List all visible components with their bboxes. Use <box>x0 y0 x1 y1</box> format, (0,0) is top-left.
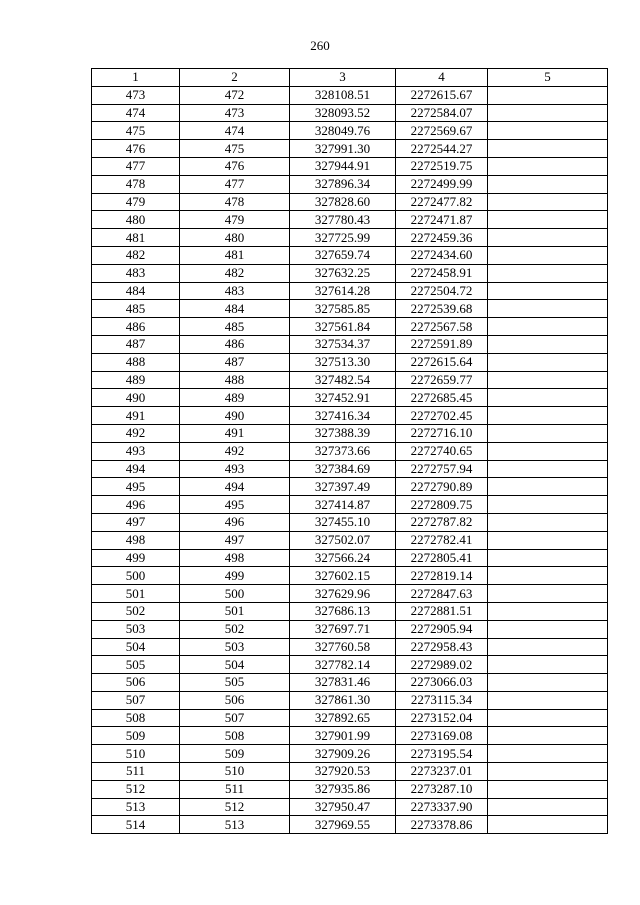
table-cell-col-3: 327602.15 <box>290 567 396 585</box>
table-cell-col-4: 2272544.27 <box>396 140 488 158</box>
table-cell-col-4: 2272477.82 <box>396 193 488 211</box>
table-cell-col-1: 509 <box>92 727 180 745</box>
table-cell-col-4: 2272519.75 <box>396 157 488 175</box>
table-cell-col-3: 327534.37 <box>290 335 396 353</box>
table-cell-col-4: 2272591.89 <box>396 335 488 353</box>
page-number: 260 <box>310 38 330 53</box>
table-cell-col-5 <box>488 193 608 211</box>
table-cell-col-2: 510 <box>180 763 290 781</box>
table-row <box>92 424 608 442</box>
table-cell-col-1: 495 <box>92 478 180 496</box>
table-row <box>92 282 608 300</box>
table-cell-col-2: 501 <box>180 602 290 620</box>
table-cell-col-3: 328108.51 <box>290 86 396 104</box>
table-cell-col-5 <box>488 478 608 496</box>
table-cell-col-3: 327513.30 <box>290 353 396 371</box>
table-cell-col-3: 327659.74 <box>290 246 396 264</box>
table-cell-col-1: 491 <box>92 407 180 425</box>
table-cell-col-4: 2273066.03 <box>396 674 488 692</box>
table-cell-col-2: 512 <box>180 798 290 816</box>
table-cell-col-4: 2272539.68 <box>396 300 488 318</box>
table-cell-col-3: 327909.26 <box>290 745 396 763</box>
table-cell-col-4: 2273115.34 <box>396 691 488 709</box>
table-cell-col-2: 504 <box>180 656 290 674</box>
table-cell-col-5 <box>488 140 608 158</box>
table-cell-col-3: 327629.96 <box>290 585 396 603</box>
table-cell-col-3: 327782.14 <box>290 656 396 674</box>
table-cell-col-3: 327920.53 <box>290 763 396 781</box>
table-cell-col-2: 502 <box>180 620 290 638</box>
table-cell-col-3: 327566.24 <box>290 549 396 567</box>
table-cell-col-3: 327969.55 <box>290 816 396 834</box>
table-cell-col-4: 2273169.08 <box>396 727 488 745</box>
table-cell-col-4: 2272805.41 <box>396 549 488 567</box>
table-row <box>92 727 608 745</box>
table-cell-col-5 <box>488 353 608 371</box>
table-cell-col-1: 489 <box>92 371 180 389</box>
table-cell-col-1: 477 <box>92 157 180 175</box>
table-cell-col-1: 484 <box>92 282 180 300</box>
table-cell-col-1: 494 <box>92 460 180 478</box>
table-cell-col-2: 484 <box>180 300 290 318</box>
table-cell-col-4: 2272459.36 <box>396 229 488 247</box>
table-cell-col-3: 327686.13 <box>290 602 396 620</box>
table-cell-col-4: 2272504.72 <box>396 282 488 300</box>
table-row <box>92 86 608 104</box>
table-cell-col-3: 327828.60 <box>290 193 396 211</box>
table-row <box>92 478 608 496</box>
table-cell-col-2: 509 <box>180 745 290 763</box>
table-cell-col-5 <box>488 157 608 175</box>
table-cell-col-3: 327861.30 <box>290 691 396 709</box>
table-row <box>92 175 608 193</box>
table-cell-col-2: 490 <box>180 407 290 425</box>
table-cell-col-4: 2272809.75 <box>396 496 488 514</box>
table-cell-col-2: 486 <box>180 335 290 353</box>
table-cell-col-1: 480 <box>92 211 180 229</box>
table-cell-col-1: 475 <box>92 122 180 140</box>
table-cell-col-5 <box>488 620 608 638</box>
table-cell-col-3: 328093.52 <box>290 104 396 122</box>
table-cell-col-1: 496 <box>92 496 180 514</box>
table-cell-col-3: 327482.54 <box>290 371 396 389</box>
table-cell-col-2: 499 <box>180 567 290 585</box>
table-cell-col-2: 480 <box>180 229 290 247</box>
table-cell-col-1: 508 <box>92 709 180 727</box>
table-cell-col-3: 327697.71 <box>290 620 396 638</box>
table-cell-col-1: 485 <box>92 300 180 318</box>
table-body <box>92 86 608 833</box>
table-cell-col-3: 327452.91 <box>290 389 396 407</box>
column-header-5: 5 <box>488 69 608 87</box>
table-cell-col-1: 478 <box>92 175 180 193</box>
table-cell-col-3: 327585.85 <box>290 300 396 318</box>
table-cell-col-5 <box>488 175 608 193</box>
table-cell-col-2: 493 <box>180 460 290 478</box>
table-cell-col-5 <box>488 656 608 674</box>
table-cell-col-2: 498 <box>180 549 290 567</box>
table-cell-col-4: 2272659.77 <box>396 371 488 389</box>
table-cell-col-2: 495 <box>180 496 290 514</box>
table-cell-col-4: 2272458.91 <box>396 264 488 282</box>
table-row <box>92 638 608 656</box>
coordinates-table <box>91 68 608 834</box>
table-cell-col-2: 478 <box>180 193 290 211</box>
table-cell-col-1: 514 <box>92 816 180 834</box>
table-cell-col-3: 327935.86 <box>290 780 396 798</box>
table-cell-col-1: 493 <box>92 442 180 460</box>
table-cell-col-3: 327831.46 <box>290 674 396 692</box>
table-cell-col-1: 501 <box>92 585 180 603</box>
table-cell-col-5 <box>488 371 608 389</box>
table-cell-col-5 <box>488 424 608 442</box>
table-cell-col-2: 477 <box>180 175 290 193</box>
table-cell-col-3: 327561.84 <box>290 318 396 336</box>
table-cell-col-2: 508 <box>180 727 290 745</box>
table-cell-col-1: 476 <box>92 140 180 158</box>
table-cell-col-4: 2273287.10 <box>396 780 488 798</box>
table-cell-col-2: 482 <box>180 264 290 282</box>
table-cell-col-4: 2273195.54 <box>396 745 488 763</box>
table-cell-col-2: 475 <box>180 140 290 158</box>
table-row <box>92 335 608 353</box>
table-cell-col-2: 503 <box>180 638 290 656</box>
table-row <box>92 745 608 763</box>
table-cell-col-5 <box>488 780 608 798</box>
table-cell-col-5 <box>488 531 608 549</box>
table-cell-col-1: 479 <box>92 193 180 211</box>
table-cell-col-2: 492 <box>180 442 290 460</box>
table-cell-col-2: 500 <box>180 585 290 603</box>
table-row <box>92 389 608 407</box>
table-row <box>92 193 608 211</box>
table-cell-col-1: 481 <box>92 229 180 247</box>
table-row <box>92 620 608 638</box>
table-row <box>92 264 608 282</box>
table-cell-col-2: 472 <box>180 86 290 104</box>
table-row <box>92 442 608 460</box>
table-cell-col-2: 497 <box>180 531 290 549</box>
table-cell-col-4: 2272471.87 <box>396 211 488 229</box>
table-row <box>92 549 608 567</box>
table-cell-col-2: 474 <box>180 122 290 140</box>
table-cell-col-1: 499 <box>92 549 180 567</box>
table-cell-col-1: 505 <box>92 656 180 674</box>
table-row <box>92 691 608 709</box>
table-cell-col-4: 2272434.60 <box>396 246 488 264</box>
table-cell-col-3: 327760.58 <box>290 638 396 656</box>
table-cell-col-5 <box>488 211 608 229</box>
table-cell-col-1: 497 <box>92 513 180 531</box>
table-cell-col-4: 2272819.14 <box>396 567 488 585</box>
table-cell-col-3: 327384.69 <box>290 460 396 478</box>
table-cell-col-4: 2272989.02 <box>396 656 488 674</box>
table-cell-col-5 <box>488 763 608 781</box>
header-row <box>92 69 608 87</box>
table-cell-col-5 <box>488 460 608 478</box>
table-cell-col-3: 327416.34 <box>290 407 396 425</box>
table-cell-col-2: 513 <box>180 816 290 834</box>
table-cell-col-5 <box>488 674 608 692</box>
table-row <box>92 709 608 727</box>
table-cell-col-3: 327632.25 <box>290 264 396 282</box>
table-row <box>92 300 608 318</box>
table-cell-col-1: 482 <box>92 246 180 264</box>
table-cell-col-1: 498 <box>92 531 180 549</box>
table-cell-col-5 <box>488 496 608 514</box>
table-cell-col-1: 488 <box>92 353 180 371</box>
table-row <box>92 763 608 781</box>
table-row <box>92 798 608 816</box>
table-cell-col-1: 503 <box>92 620 180 638</box>
table-row <box>92 780 608 798</box>
table-cell-col-3: 327397.49 <box>290 478 396 496</box>
table-cell-col-5 <box>488 104 608 122</box>
table-cell-col-5 <box>488 727 608 745</box>
table-cell-col-5 <box>488 513 608 531</box>
table-row <box>92 122 608 140</box>
table-cell-col-1: 504 <box>92 638 180 656</box>
table-cell-col-4: 2272569.67 <box>396 122 488 140</box>
table-cell-col-2: 488 <box>180 371 290 389</box>
table-cell-col-2: 507 <box>180 709 290 727</box>
table-cell-col-4: 2272615.64 <box>396 353 488 371</box>
table-cell-col-3: 327414.87 <box>290 496 396 514</box>
table-cell-col-2: 494 <box>180 478 290 496</box>
table-cell-col-5 <box>488 442 608 460</box>
table-cell-col-1: 486 <box>92 318 180 336</box>
table-cell-col-3: 327991.30 <box>290 140 396 158</box>
table-cell-col-1: 510 <box>92 745 180 763</box>
table-cell-col-4: 2273378.86 <box>396 816 488 834</box>
table-cell-col-1: 507 <box>92 691 180 709</box>
table-cell-col-4: 2272716.10 <box>396 424 488 442</box>
table-row <box>92 211 608 229</box>
table-cell-col-1: 506 <box>92 674 180 692</box>
table-row <box>92 496 608 514</box>
table-cell-col-3: 327502.07 <box>290 531 396 549</box>
table-cell-col-4: 2272567.58 <box>396 318 488 336</box>
table-cell-col-4: 2272790.89 <box>396 478 488 496</box>
table-cell-col-4: 2272499.99 <box>396 175 488 193</box>
table-cell-col-3: 327901.99 <box>290 727 396 745</box>
column-header-1: 1 <box>92 69 180 87</box>
table-row <box>92 531 608 549</box>
table-cell-col-2: 496 <box>180 513 290 531</box>
table-cell-col-1: 474 <box>92 104 180 122</box>
table-row <box>92 460 608 478</box>
table-row <box>92 656 608 674</box>
table-cell-col-1: 502 <box>92 602 180 620</box>
table-cell-col-2: 483 <box>180 282 290 300</box>
table-cell-col-4: 2273237.01 <box>396 763 488 781</box>
table-cell-col-3: 327780.43 <box>290 211 396 229</box>
table-row <box>92 816 608 834</box>
table-cell-col-2: 489 <box>180 389 290 407</box>
table-cell-col-2: 476 <box>180 157 290 175</box>
table-cell-col-1: 511 <box>92 763 180 781</box>
table-cell-col-5 <box>488 638 608 656</box>
table-cell-col-2: 473 <box>180 104 290 122</box>
table-cell-col-3: 327944.91 <box>290 157 396 175</box>
table-cell-col-5 <box>488 86 608 104</box>
table-cell-col-1: 490 <box>92 389 180 407</box>
table-row <box>92 602 608 620</box>
table-row <box>92 246 608 264</box>
table-cell-col-4: 2273337.90 <box>396 798 488 816</box>
table-cell-col-1: 487 <box>92 335 180 353</box>
table-cell-col-5 <box>488 300 608 318</box>
table-cell-col-2: 487 <box>180 353 290 371</box>
table-cell-col-2: 511 <box>180 780 290 798</box>
table-row <box>92 674 608 692</box>
table-row <box>92 353 608 371</box>
table-cell-col-4: 2272958.43 <box>396 638 488 656</box>
table-cell-col-5 <box>488 567 608 585</box>
table-cell-col-5 <box>488 389 608 407</box>
table-cell-col-5 <box>488 229 608 247</box>
table-cell-col-2: 491 <box>180 424 290 442</box>
table-row <box>92 371 608 389</box>
table-cell-col-5 <box>488 745 608 763</box>
table-cell-col-3: 327950.47 <box>290 798 396 816</box>
table-cell-col-4: 2272881.51 <box>396 602 488 620</box>
table-cell-col-4: 2272702.45 <box>396 407 488 425</box>
table-cell-col-3: 327388.39 <box>290 424 396 442</box>
table-cell-col-2: 505 <box>180 674 290 692</box>
table-cell-col-5 <box>488 122 608 140</box>
table-cell-col-3: 327896.34 <box>290 175 396 193</box>
table-cell-col-4: 2272787.82 <box>396 513 488 531</box>
table-cell-col-5 <box>488 549 608 567</box>
column-header-3: 3 <box>290 69 396 87</box>
table-cell-col-4: 2272757.94 <box>396 460 488 478</box>
table-cell-col-5 <box>488 585 608 603</box>
table-row <box>92 513 608 531</box>
table-cell-col-1: 483 <box>92 264 180 282</box>
table-cell-col-1: 513 <box>92 798 180 816</box>
table-row <box>92 104 608 122</box>
table-cell-col-5 <box>488 691 608 709</box>
table-cell-col-2: 506 <box>180 691 290 709</box>
table-row <box>92 157 608 175</box>
table-cell-col-4: 2272740.65 <box>396 442 488 460</box>
table-cell-col-2: 479 <box>180 211 290 229</box>
table-cell-col-1: 500 <box>92 567 180 585</box>
table-cell-col-5 <box>488 246 608 264</box>
table-header <box>92 69 608 87</box>
table-cell-col-5 <box>488 709 608 727</box>
table-cell-col-5 <box>488 335 608 353</box>
table-row <box>92 407 608 425</box>
table-row <box>92 318 608 336</box>
table-cell-col-3: 328049.76 <box>290 122 396 140</box>
table-row <box>92 585 608 603</box>
table-cell-col-1: 512 <box>92 780 180 798</box>
table-cell-col-5 <box>488 602 608 620</box>
table-cell-col-3: 327455.10 <box>290 513 396 531</box>
table-cell-col-3: 327614.28 <box>290 282 396 300</box>
column-header-2: 2 <box>180 69 290 87</box>
table-cell-col-4: 2272847.63 <box>396 585 488 603</box>
table-cell-col-3: 327892.65 <box>290 709 396 727</box>
table-cell-col-4: 2272615.67 <box>396 86 488 104</box>
table-cell-col-3: 327373.66 <box>290 442 396 460</box>
table-cell-col-1: 473 <box>92 86 180 104</box>
table-cell-col-5 <box>488 798 608 816</box>
table-cell-col-4: 2272782.41 <box>396 531 488 549</box>
table-cell-col-5 <box>488 816 608 834</box>
table-cell-col-5 <box>488 264 608 282</box>
table-row <box>92 229 608 247</box>
table-row <box>92 140 608 158</box>
table-cell-col-5 <box>488 407 608 425</box>
column-header-4: 4 <box>396 69 488 87</box>
table-cell-col-5 <box>488 282 608 300</box>
table-cell-col-4: 2273152.04 <box>396 709 488 727</box>
table-cell-col-2: 485 <box>180 318 290 336</box>
table-cell-col-5 <box>488 318 608 336</box>
table-cell-col-2: 481 <box>180 246 290 264</box>
table-cell-col-4: 2272584.07 <box>396 104 488 122</box>
table-row <box>92 567 608 585</box>
table-cell-col-4: 2272905.94 <box>396 620 488 638</box>
table-cell-col-1: 492 <box>92 424 180 442</box>
table-cell-col-3: 327725.99 <box>290 229 396 247</box>
table-cell-col-4: 2272685.45 <box>396 389 488 407</box>
